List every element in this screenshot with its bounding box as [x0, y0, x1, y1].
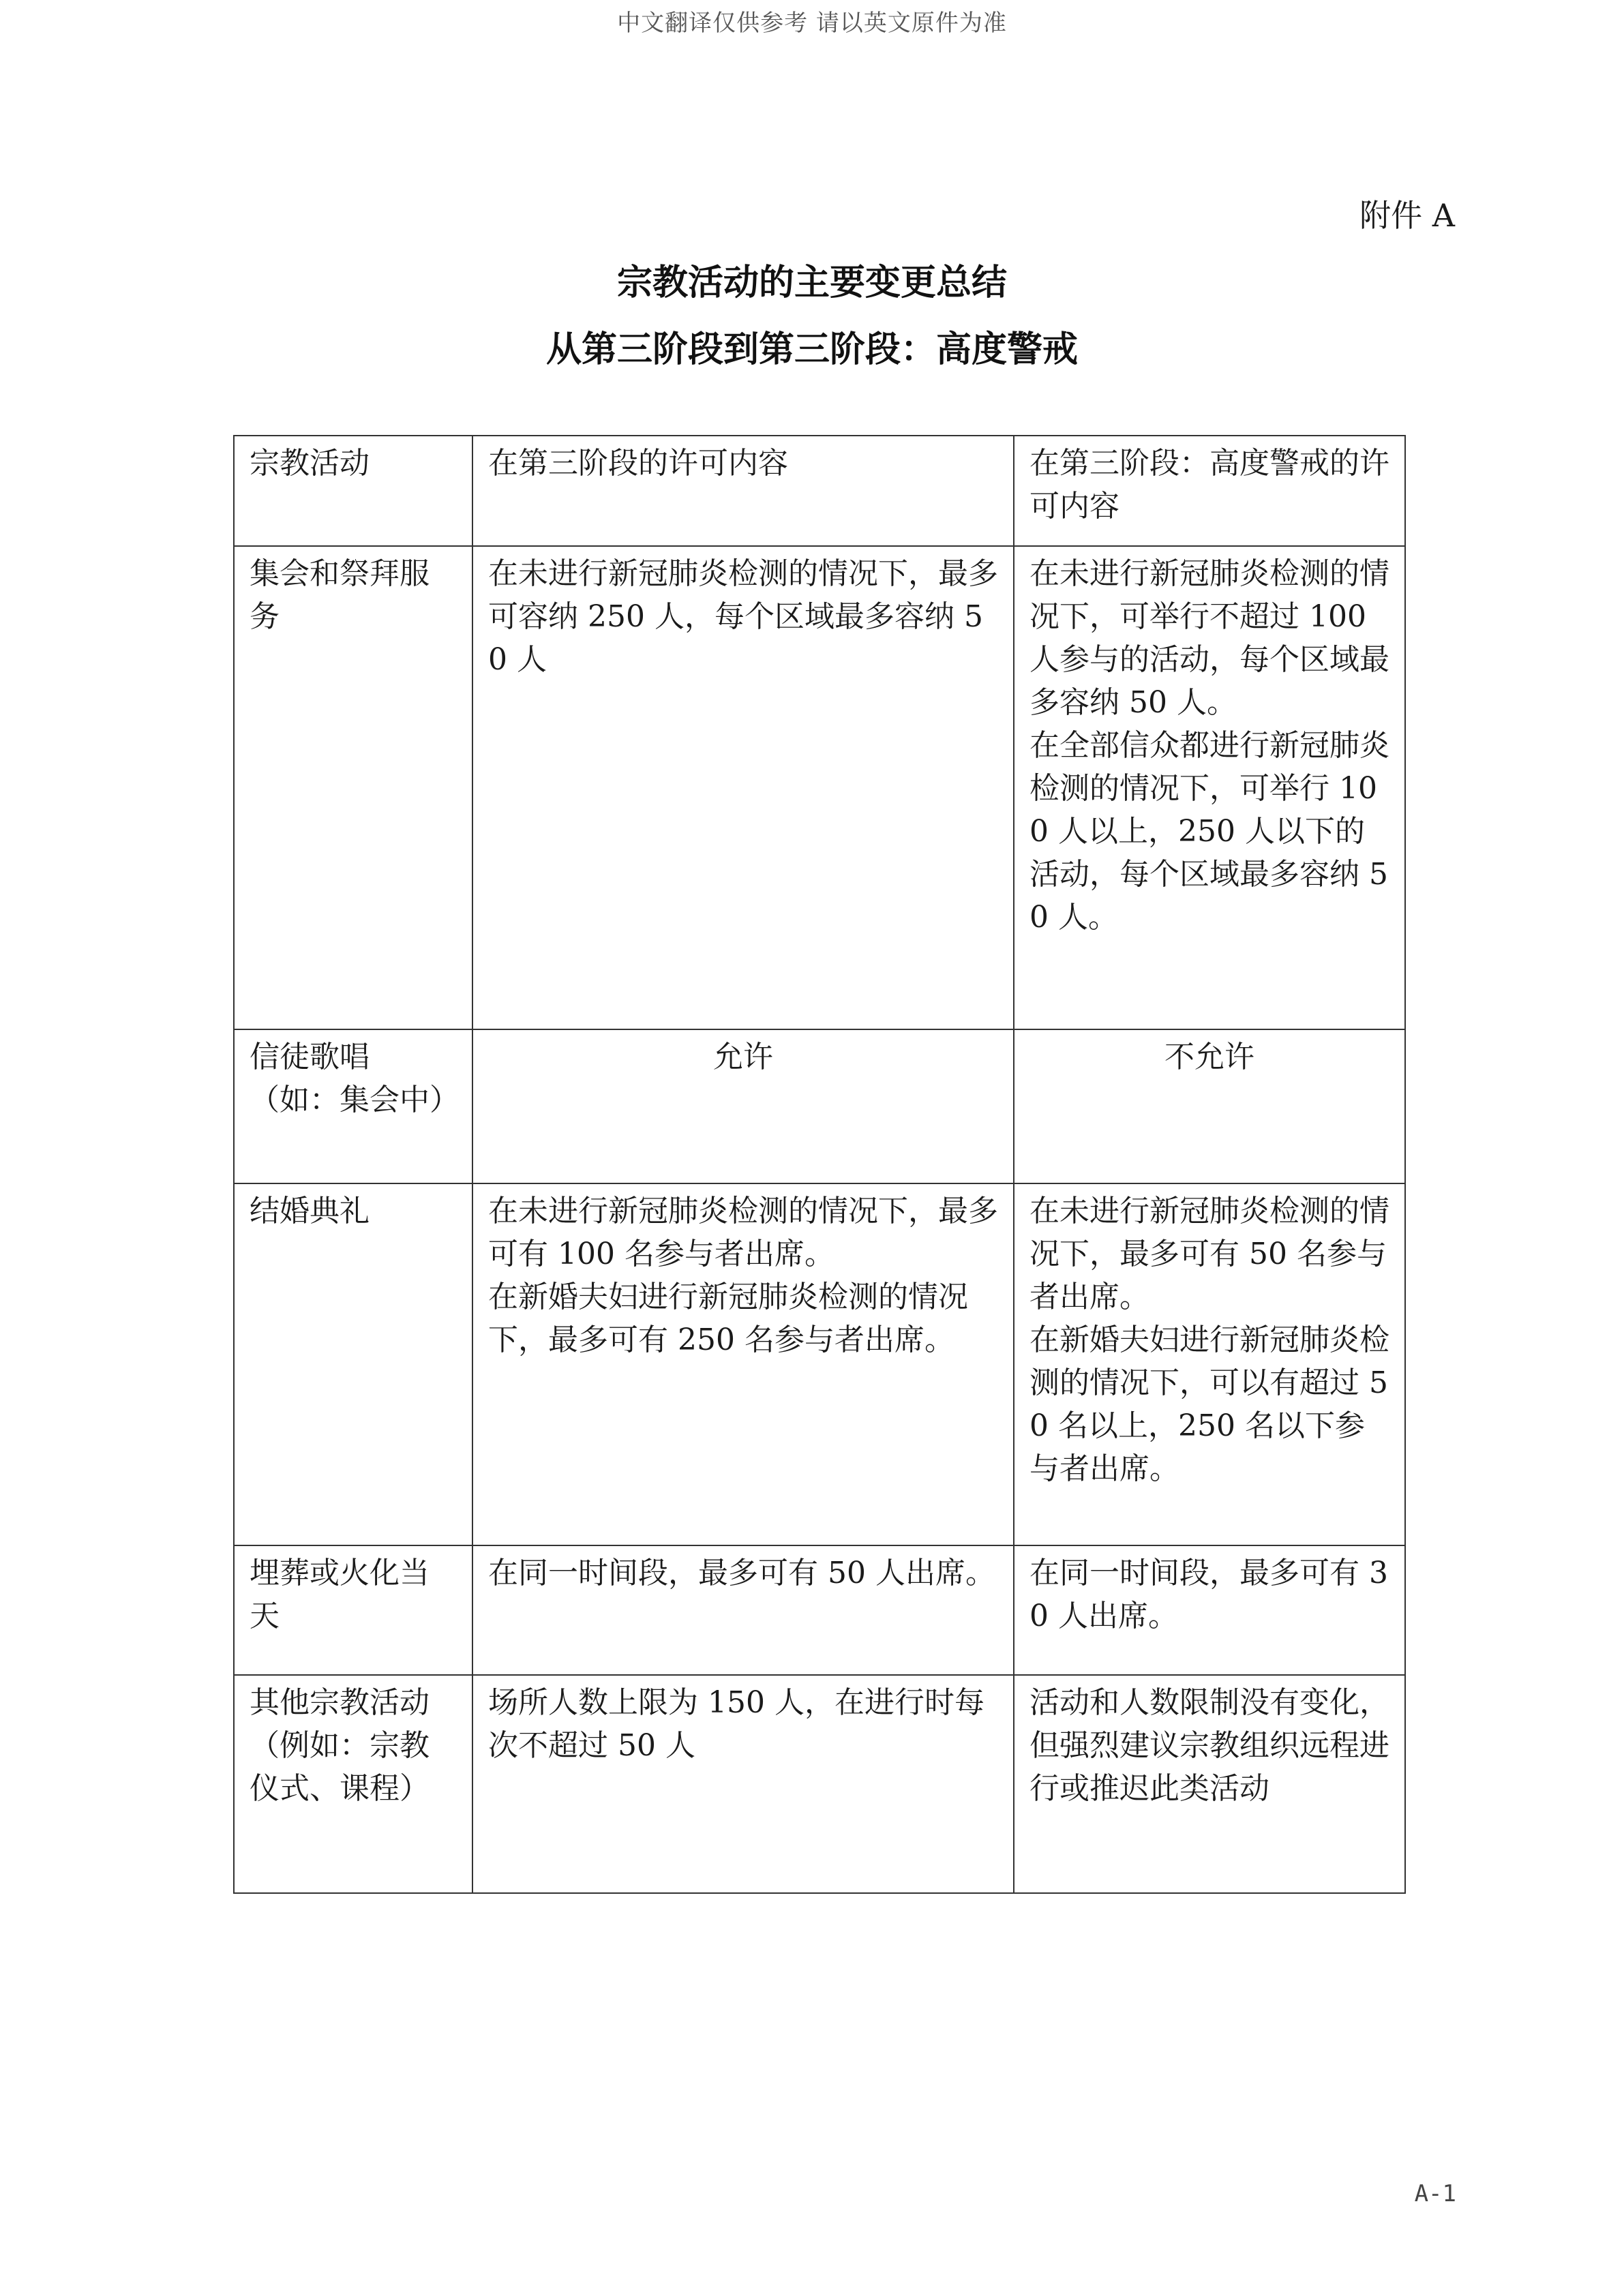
- translation-disclaimer: 中文翻译仅供参考 请以英文原件为准: [617, 10, 1007, 37]
- annex-label: 附件 A: [1359, 197, 1455, 234]
- page-number: A-1: [1414, 2180, 1456, 2207]
- phase3-text: 在同一时间段，最多可有 50 人出席。: [488, 1556, 995, 1590]
- phase3-heightened-text: 在未进行新冠肺炎检测的情况下，可举行不超过 100 人参与的活动，每个区域最多容纳 50 人。: [1029, 556, 1389, 720]
- activity-cell: 结婚典礼: [234, 1183, 472, 1545]
- phase3-cell: [472, 1675, 1014, 1893]
- phase3-heightened-text: 在全部信众都进行新冠肺炎检测的情况下，可举行 100 人以上，250 人以下的活动，每个区域最多容纳 50 人。: [1029, 728, 1389, 935]
- phase3-cell: [472, 1029, 1014, 1183]
- phase3-text: 允许: [713, 1040, 773, 1074]
- phase3-cell: [472, 1545, 1014, 1675]
- phase3-cell: [472, 546, 1014, 1029]
- activity-cell: 信徒歌唱（如：集会中）: [234, 1029, 472, 1183]
- header-activity: 宗教活动: [234, 436, 472, 546]
- phase3-heightened-cell: [1014, 1675, 1405, 1893]
- document-subtitle: 从第三阶段到第三阶段：高度警戒: [545, 329, 1078, 370]
- phase3-heightened-text: 在新婚夫妇进行新冠肺炎检测的情况下，可以有超过 50 名以上，250 名以下参与者出席。: [1029, 1323, 1389, 1486]
- phase3-heightened-text: 在未进行新冠肺炎检测的情况下，最多可有 50 名参与者出席。: [1029, 1194, 1389, 1314]
- table-header-row: [234, 436, 1405, 546]
- phase3-heightened-cell: [1014, 546, 1405, 1029]
- table-row: [234, 1545, 1405, 1675]
- phase3-text: 在未进行新冠肺炎检测的情况下，最多可有 100 名参与者出席。: [488, 1194, 998, 1271]
- header-phase3: 在第三阶段的许可内容: [472, 436, 1014, 546]
- phase3-heightened-text: 在同一时间段，最多可有 30 人出席。: [1029, 1556, 1388, 1633]
- phase3-heightened-text: 活动和人数限制没有变化，但强烈建议宗教组织远程进行或推迟此类活动: [1029, 1685, 1389, 1806]
- phase3-text: 在新婚夫妇进行新冠肺炎检测的情况下，最多可有 250 名参与者出席。: [488, 1280, 968, 1357]
- table-row: [234, 546, 1405, 1029]
- header-phase3-heightened: 在第三阶段：高度警戒的许可内容: [1014, 436, 1405, 546]
- phase3-heightened-cell: [1014, 1183, 1405, 1545]
- phase3-heightened-cell: [1014, 1545, 1405, 1675]
- phase3-cell: [472, 1183, 1014, 1545]
- phase3-text: 场所人数上限为 150 人，在进行时每次不超过 50 人: [488, 1685, 984, 1763]
- activity-cell: 其他宗教活动（例如：宗教仪式、课程）: [234, 1675, 472, 1893]
- table-row: [234, 1183, 1405, 1545]
- activity-cell: 埋葬或火化当天: [234, 1545, 472, 1675]
- phase3-heightened-text: 不允许: [1164, 1040, 1254, 1074]
- activity-cell: 集会和祭拜服务: [234, 546, 472, 1029]
- religious-activities-summary-table: [233, 435, 1406, 1894]
- phase3-text: 在未进行新冠肺炎检测的情况下，最多可容纳 250 人，每个区域最多容纳 50 人: [488, 556, 998, 677]
- phase3-heightened-cell: [1014, 1029, 1405, 1183]
- table-row: [234, 1675, 1405, 1893]
- table-row: [234, 1029, 1405, 1183]
- document-title: 宗教活动的主要变更总结: [616, 262, 1007, 303]
